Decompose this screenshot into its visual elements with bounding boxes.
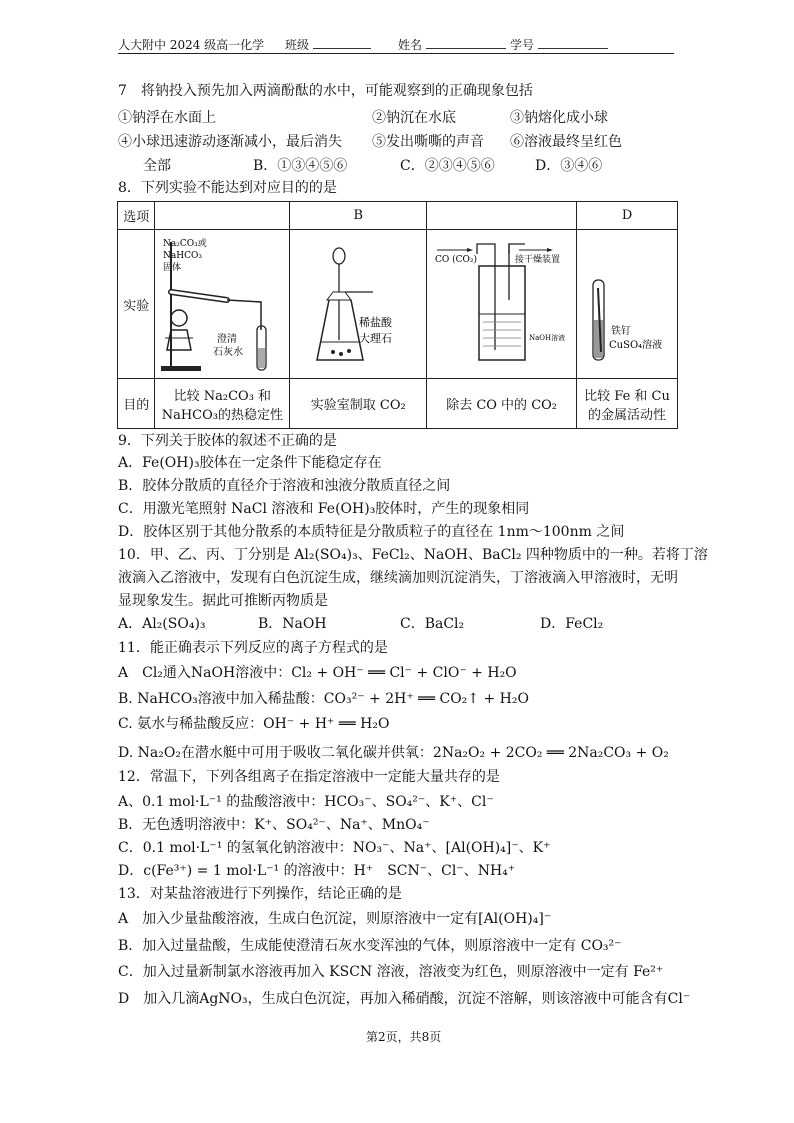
table-header-option: 选项 bbox=[118, 202, 155, 230]
svg-text:Na₂CO₃或: Na₂CO₃或 bbox=[163, 239, 208, 249]
svg-text:澄清: 澄清 bbox=[217, 334, 238, 345]
q9-option-d: D．胶体区别于其他分散系的本质特征是分散质粒子的直径在 1nm～100nm 之间 bbox=[118, 524, 625, 540]
name-label: 姓名 bbox=[398, 36, 506, 53]
row-label-experiment: 实验 bbox=[118, 230, 155, 379]
q13-option-d: D 加入几滴AgNO₃，生成白色沉淀，再加入稀硝酸，沉淀不溶解，则该溶液中可能含有Cl⁻ bbox=[118, 991, 691, 1007]
table-header-c bbox=[427, 202, 577, 230]
table-header-b: B bbox=[290, 202, 427, 230]
q7-option-3: ③钠熔化成小球 bbox=[510, 110, 608, 126]
q13-stem: 13．对某盐溶液进行下列操作，结论正确的是 bbox=[118, 886, 402, 902]
svg-text:CO (CO₂): CO (CO₂) bbox=[434, 255, 477, 265]
header-rule bbox=[118, 53, 674, 54]
row-label-aim: 目的 bbox=[118, 379, 155, 429]
apparatus-b bbox=[290, 230, 427, 379]
q10-choice-b: B．NaOH bbox=[258, 616, 327, 632]
apparatus-c bbox=[427, 230, 577, 379]
q12-option-d: D．c(Fe³⁺) = 1 mol·L⁻¹ 的溶液中：H⁺ SCN⁻、Cl⁻、NH₄⁺ bbox=[118, 863, 516, 879]
svg-text:NaHCO₃: NaHCO₃ bbox=[163, 251, 203, 261]
test-tube-diagram bbox=[579, 230, 675, 374]
q10-choice-c: C．BaCl₂ bbox=[400, 616, 465, 632]
q7-option-4: ④小球迅速游动逐渐减小，最后消失 bbox=[118, 134, 342, 150]
q7-option-2: ②钠沉在水底 bbox=[372, 110, 456, 126]
q10-choice-d: D．FeCl₂ bbox=[540, 616, 604, 632]
q7-stem: 7 将钠投入预先加入两滴酚酞的水中，可能观察到的正确现象包括 bbox=[118, 83, 533, 99]
apparatus-a bbox=[155, 230, 290, 379]
svg-text:固体: 固体 bbox=[163, 263, 182, 273]
table-header-d: D bbox=[577, 202, 678, 230]
svg-text:稀盐酸: 稀盐酸 bbox=[359, 316, 393, 329]
q13-option-b: B．加入过量盐酸，生成能使澄清石灰水变浑浊的气体，则原溶液中一定有 CO₃²⁻ bbox=[118, 938, 622, 954]
svg-text:石灰水: 石灰水 bbox=[213, 347, 244, 358]
q9-option-c: C．用激光笔照射 NaCl 溶液和 Fe(OH)₃胶体时，产生的现象相同 bbox=[118, 501, 530, 517]
table-header-a bbox=[155, 202, 290, 230]
q12-option-b: B．无色透明溶液中：K⁺、SO₄²⁻、Na⁺、MnO₄⁻ bbox=[118, 817, 430, 833]
q7-choice-d: D．③④⑥ bbox=[535, 158, 603, 174]
aim-a: 比较 Na₂CO₃ 和 NaHCO₃的热稳定性 bbox=[155, 379, 290, 429]
q11-option-a: A Cl₂通入NaOH溶液中：Cl₂ + OH⁻ ══ Cl⁻ + ClO⁻ + H₂O bbox=[118, 665, 517, 681]
q10-line-3: 显现象发生。据此可推断丙物质是 bbox=[118, 593, 328, 609]
q7-option-6: ⑥溶液最终呈红色 bbox=[510, 134, 622, 150]
q7-choice-b: B．①③④⑤⑥ bbox=[253, 158, 348, 174]
gas-generation-flask-diagram bbox=[293, 230, 423, 374]
aim-b: 实验室制取 CO₂ bbox=[290, 379, 427, 429]
q9-stem: 9．下列关于胶体的叙述不正确的是 bbox=[118, 433, 337, 449]
q13-option-c: C．加入过量新制氯水溶液再加入 KSCN 溶液，溶液变为红色，则原溶液中一定有 Fe²⁺ bbox=[118, 964, 664, 980]
q11-stem: 11．能正确表示下列反应的离子方程式的是 bbox=[118, 640, 388, 656]
q12-stem: 12．常温下，下列各组离子在指定溶液中一定能大量共存的是 bbox=[118, 769, 500, 785]
svg-text:大理石: 大理石 bbox=[359, 332, 393, 345]
class-label: 班级 bbox=[285, 36, 371, 53]
q9-option-b: B．胶体分散质的直径介于溶液和浊液分散质直径之间 bbox=[118, 478, 451, 494]
q10-line-2: 液滴入乙溶液中，发现有白色沉淀生成，继续滴加则沉淀消失，丁溶液滴入甲溶液时，无明 bbox=[118, 570, 678, 586]
q7-option-1: ①钠浮在水面上 bbox=[118, 110, 216, 126]
student-id-label: 学号 bbox=[510, 36, 608, 53]
q7-choice-c: C．②③④⑤⑥ bbox=[400, 158, 495, 174]
q11-option-c: C. 氨水与稀盐酸反应：OH⁻ + H⁺ ══ H₂O bbox=[118, 716, 390, 732]
svg-text:铁钉: 铁钉 bbox=[611, 326, 632, 337]
svg-text:NaOH溶液: NaOH溶液 bbox=[528, 334, 565, 342]
aim-c: 除去 CO 中的 CO₂ bbox=[427, 379, 577, 429]
q12-option-c: C．0.1 mol·L⁻¹ 的氢氧化钠溶液中：NO₃⁻、Na⁺、[Al(OH)₄]⁻、K⁺ bbox=[118, 840, 551, 856]
svg-text:接干燥装置: 接干燥装置 bbox=[514, 255, 560, 265]
q8-stem: 8．下列实验不能达到对应目的的是 bbox=[118, 180, 337, 196]
q7-option-5: ⑤发出嘶嘶的声音 bbox=[372, 134, 484, 150]
q10-line-1: 10．甲、乙、丙、丁分别是 Al₂(SO₄)₃、FeCl₂、NaOH、BaCl₂ 四种物质中的一种。若将丁溶 bbox=[118, 547, 708, 563]
q11-option-d: D. Na₂O₂在潜水艇中可用于吸收二氧化碳并供氧：2Na₂O₂ + 2CO₂ ══ 2Na₂CO₃ + O₂ bbox=[118, 745, 669, 761]
apparatus-d bbox=[577, 230, 678, 379]
gas-washing-bottle-diagram bbox=[429, 230, 575, 374]
q12-option-a: A、0.1 mol·L⁻¹ 的盐酸溶液中：HCO₃⁻、SO₄²⁻、K⁺、Cl⁻ bbox=[118, 794, 494, 810]
experiment-table bbox=[117, 201, 678, 429]
school-course-label: 人大附中 2024 级高一化学 bbox=[118, 38, 265, 52]
q7-choice-a: 全部 bbox=[143, 158, 171, 174]
page-number: 第2页，共8页 bbox=[366, 1030, 442, 1044]
q9-option-a: A．Fe(OH)₃胶体在一定条件下能稳定存在 bbox=[118, 455, 382, 471]
heating-apparatus-diagram bbox=[157, 230, 287, 374]
q11-option-b: B. NaHCO₃溶液中加入稀盐酸：CO₃²⁻ + 2H⁺ ══ CO₂↑ + H₂O bbox=[118, 691, 529, 707]
svg-text:CuSO₄溶液: CuSO₄溶液 bbox=[609, 340, 663, 351]
q13-option-a: A 加入少量盐酸溶液，生成白色沉淀，则原溶液中一定有[Al(OH)₄]⁻ bbox=[118, 911, 552, 927]
q10-choice-a: A．Al₂(SO₄)₃ bbox=[118, 616, 206, 632]
aim-d: 比较 Fe 和 Cu 的金属活动性 bbox=[577, 379, 678, 429]
